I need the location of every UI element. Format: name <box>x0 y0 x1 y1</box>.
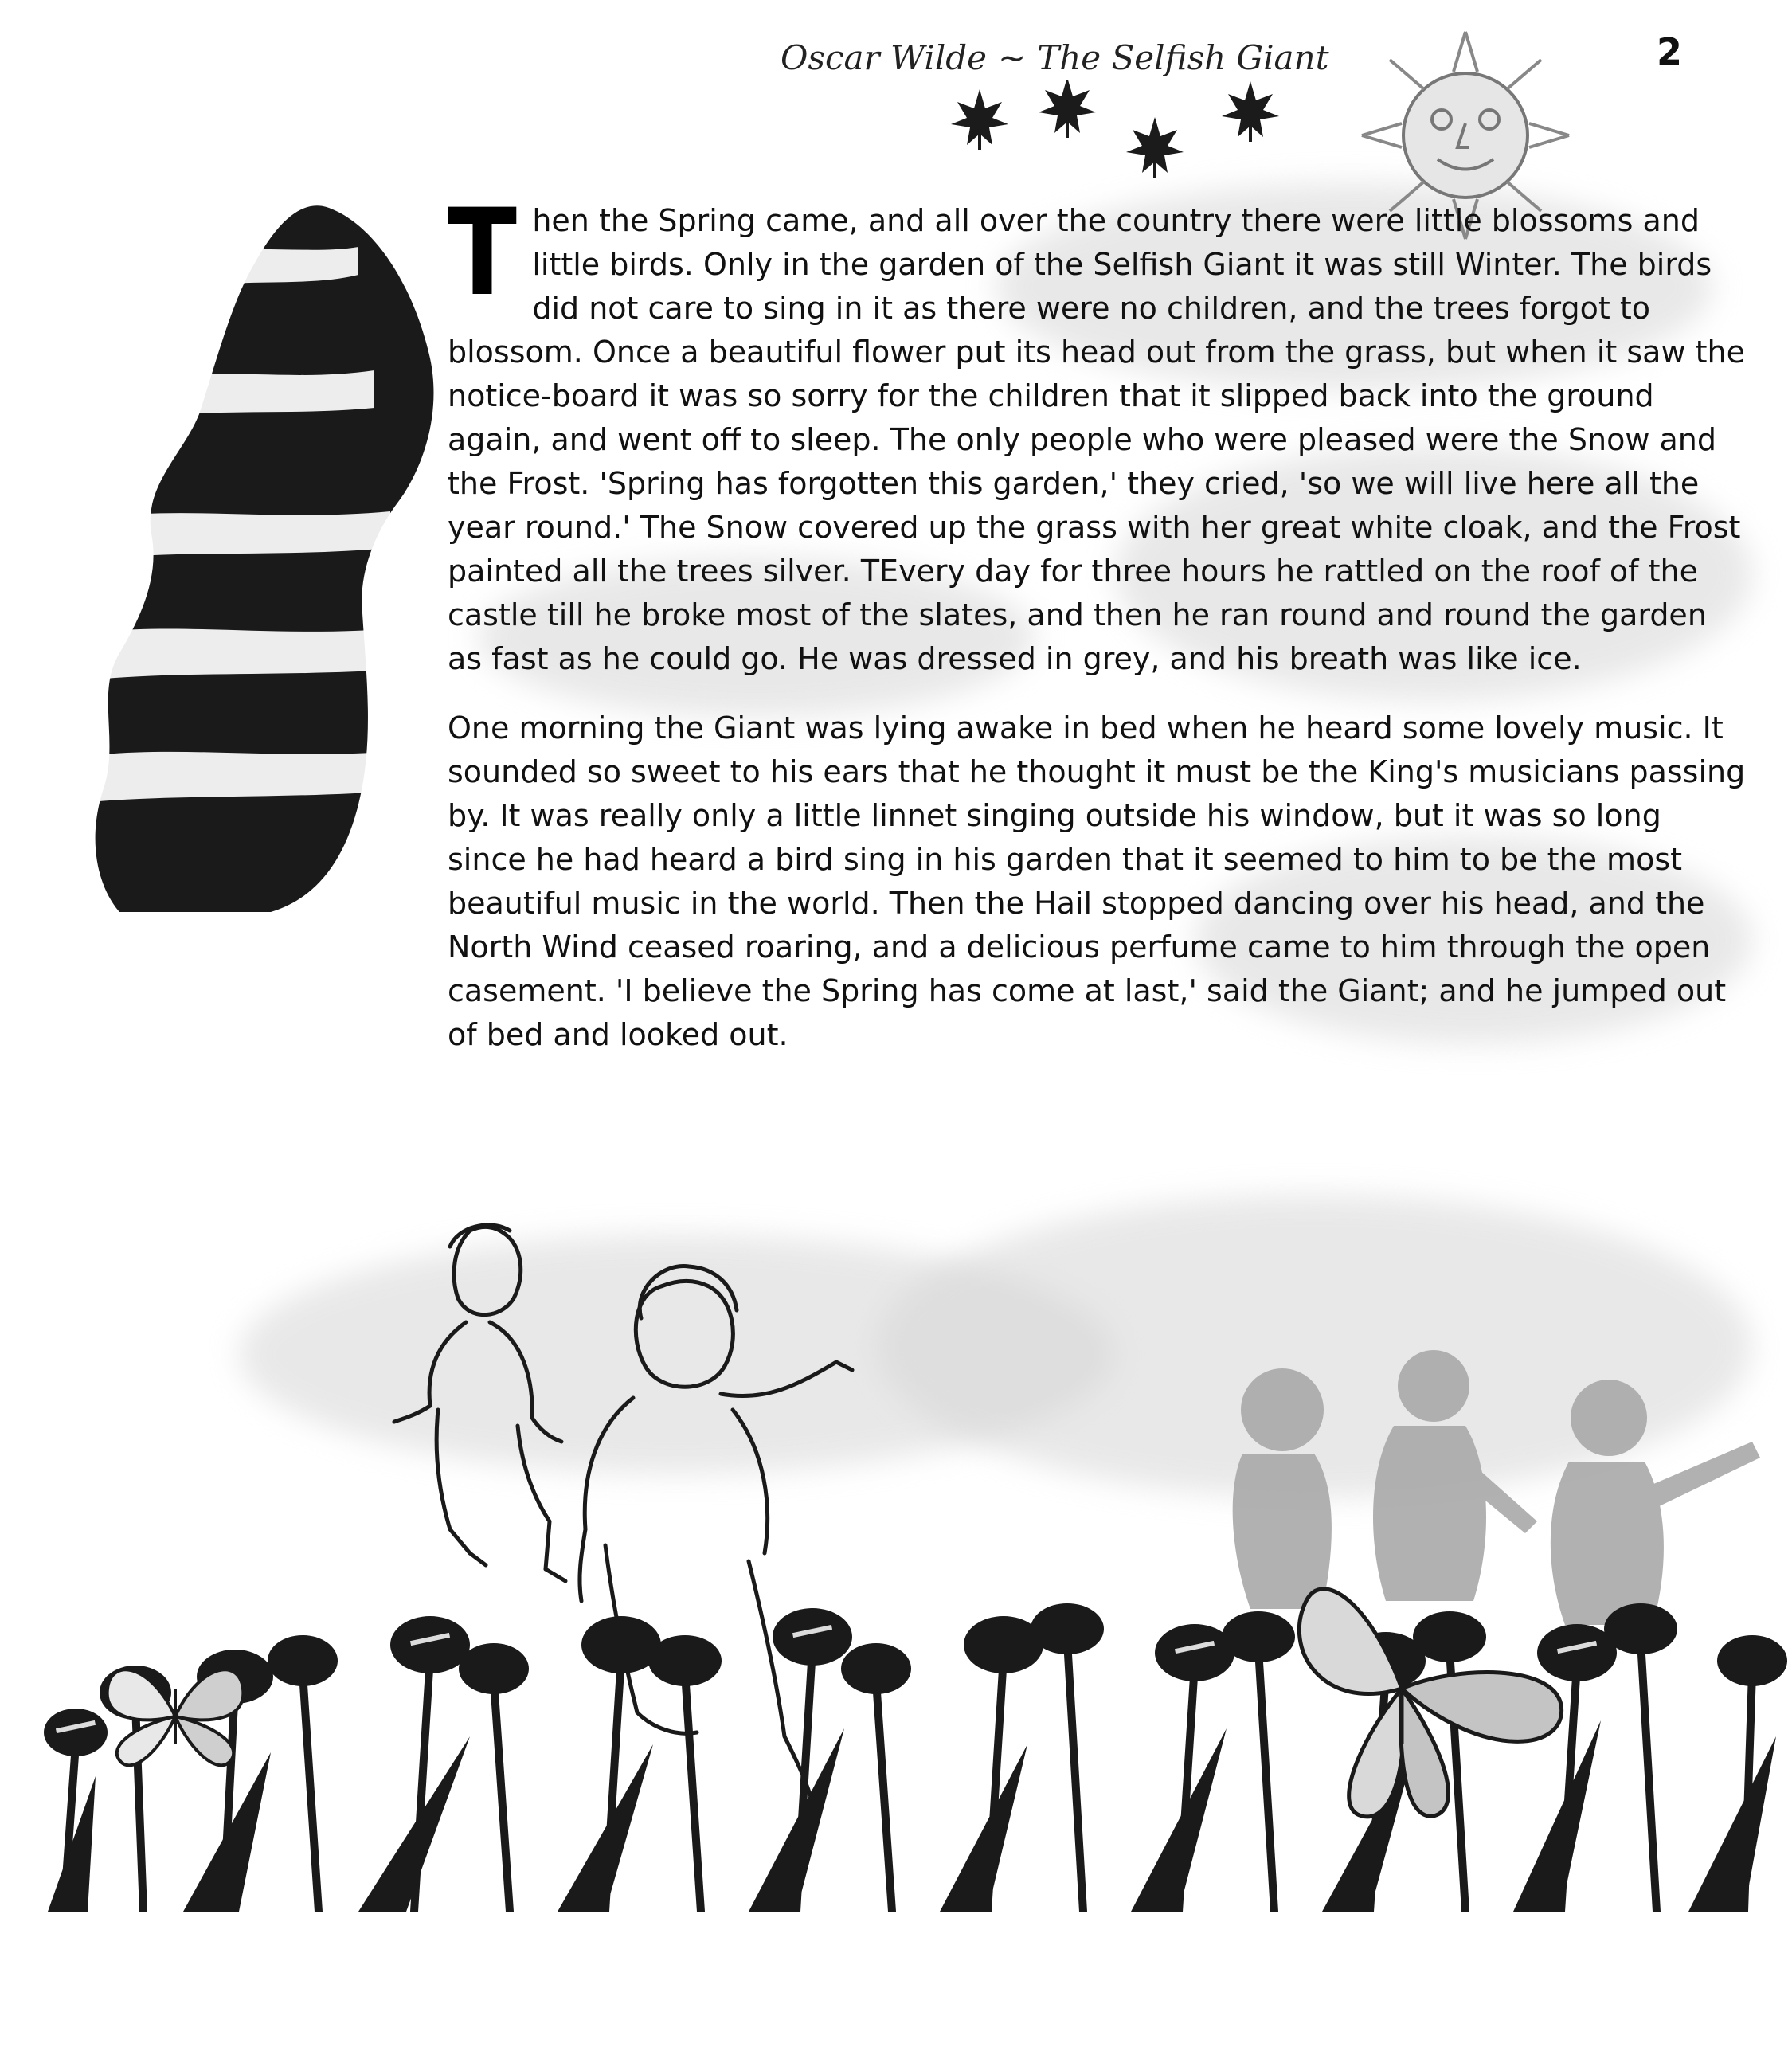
running-head <box>781 38 1328 77</box>
author-name: Oscar Wilde <box>781 38 988 77</box>
maple-leaf-icon <box>1222 81 1279 142</box>
story-paragraph-2: One morning the Giant was lying awake in bed when he heard some lovely music. It sounded so sweet to his ears that he thought it must be the King's musicians passing by. It was really only a little linnet singing outside his window, but it was so long since he had heard a bird sing in his garden that it seemed to him to be the most beautiful music in the world. Then the Hail stopped dancing over his head, and the North Wind ceased roaring, and a delicious perfume came to him through the open casement. 'I believe the Spring has come at last,' said the Giant; and he jumped out of bed and looked out. <box>448 710 1746 1052</box>
giant-silhouette <box>72 199 454 916</box>
maple-leaf-icon <box>1039 80 1096 138</box>
leaf-cluster <box>940 80 1354 215</box>
page-number: 2 <box>1657 30 1683 73</box>
maple-leaf-icon <box>1126 117 1184 178</box>
book-title: The Selfish Giant <box>1037 38 1329 77</box>
story-paragraph-1 <box>448 184 1746 681</box>
drop-cap: T <box>448 184 517 323</box>
paragraph-1-text: hen the Spring came, and all over the country there were little blossoms and little birds. Only in the garden of the Selfish Giant it was still Winter. The birds did not care to sing in it as there were no children, and the trees forgot to blossom. Once a beautiful flower put its head out from the grass, but when it saw the notice-board it was so sorry for the children that it slipped back into the ground again, and went off to sleep. The only people who were pleased were the Snow and the Frost. 'Spring has forgotten this garden,' they cried, 'so we will live here all the year round.' The Snow covered up the grass with her great white cloak, and the Frost painted all the trees silver. TEvery day for three hours he rattled on the roof of the castle till he broke most of the slates, and then he ran round and round the garden as fast as he could go. He was dressed in grey, and his breath was like ice. <box>448 203 1745 676</box>
maple-leaf-icon <box>951 89 1008 150</box>
butterfly-icon <box>1234 1553 1569 1824</box>
butterfly-icon <box>96 1649 255 1784</box>
story-text <box>448 184 1746 1057</box>
header-separator: ~ <box>998 38 1027 77</box>
